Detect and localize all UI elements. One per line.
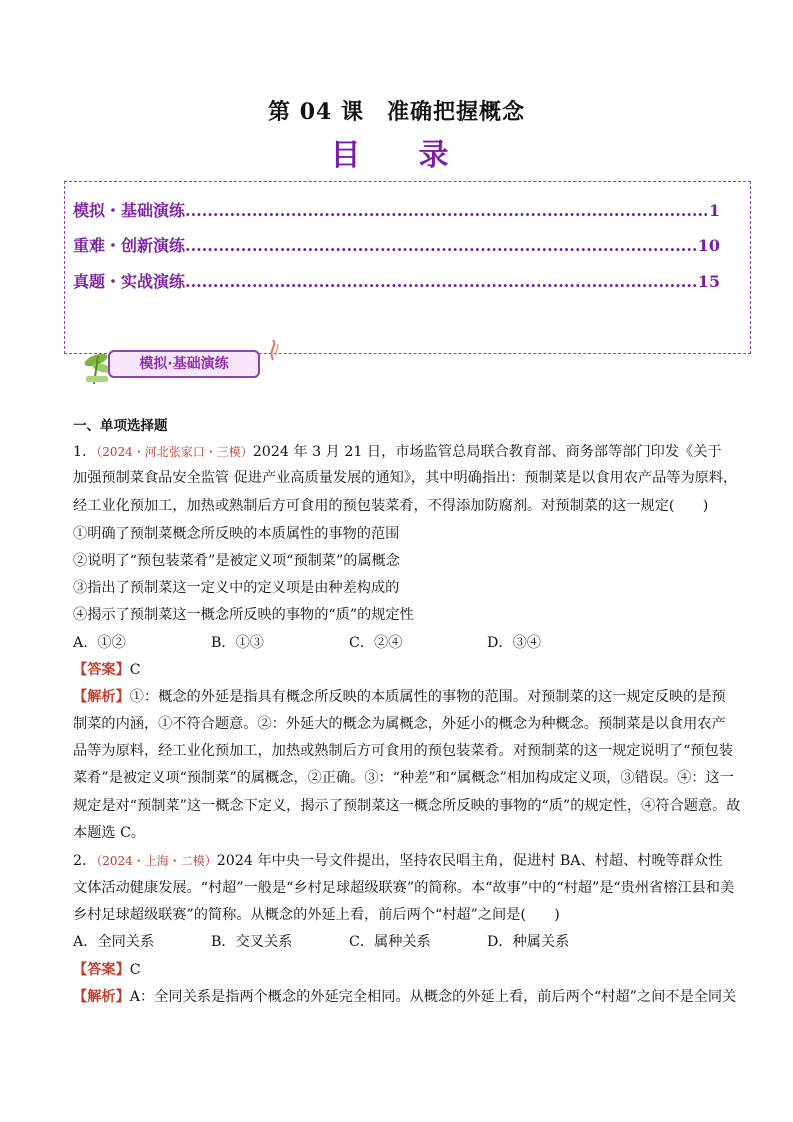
badge-label: 模拟·基础演练 bbox=[108, 350, 260, 378]
q2-options bbox=[73, 932, 725, 952]
question-source: （2024・上海・二模） bbox=[96, 854, 217, 868]
q1-analysis-line: 规定是对“预制菜”这一概念下定义，揭示了预制菜这一概念所反映的事物的“质”的规定性，④符合题意。故 bbox=[73, 798, 741, 814]
option-b[interactable]: B．①③ bbox=[211, 635, 264, 651]
option-c[interactable]: C．②④ bbox=[349, 635, 403, 651]
q2-stem-line bbox=[73, 851, 725, 871]
q2-stem-line: 乡村足球超级联赛”的简称。从概念的外延上看，前后两个“村超”之间是( ) bbox=[73, 907, 560, 923]
q1-item: ①明确了预制菜概念所反映的本质属性的事物的范围 bbox=[73, 526, 400, 542]
page-title: 第 04 课 准确把握概念 bbox=[268, 99, 525, 125]
question-number: 1． bbox=[73, 444, 97, 460]
toc-leader-dots bbox=[185, 236, 696, 255]
question-text: 2024 年中央一号文件提出，坚持农民唱主角，促进村 BA、村超、村晚等群众性 bbox=[216, 853, 723, 869]
toc-item-page: 10 bbox=[697, 236, 720, 255]
option-a[interactable]: A．全同关系 bbox=[73, 934, 155, 950]
q1-analysis-line: 本题选 C。 bbox=[73, 825, 146, 841]
option-b[interactable]: B．交叉关系 bbox=[211, 934, 293, 950]
answer-tag: 【答案】 bbox=[73, 662, 130, 678]
q1-stem-line: 经工业化预加工，加热或熟制后方可食用的预包装菜肴，不得添加防腐剂。对预制菜的这一规定( ) bbox=[73, 498, 709, 514]
q1-analysis-line: 菜肴”是被定义项“预制菜”的属概念，②正确。③：“种差”和“属概念”相加构成定义项，③错误。④：这一 bbox=[73, 770, 734, 786]
q1-options bbox=[73, 633, 725, 653]
q2-answer bbox=[73, 960, 725, 980]
q1-answer bbox=[73, 660, 725, 680]
answer-tag: 【答案】 bbox=[73, 962, 130, 978]
answer-value: C bbox=[129, 962, 141, 978]
toc-leader-dots bbox=[185, 201, 707, 220]
q1-analysis-line: 品等为原料，经工业化预加工，加热或熟制后方可食用的预包装菜肴。对预制菜的这一规定说明了“预包装 bbox=[73, 743, 733, 759]
q1-analysis-line: 制菜的内涵，①不符合题意。②：外延大的概念为属概念，外延小的概念为种概念。预制菜是以食用农产 bbox=[73, 716, 726, 732]
toc-heading: 目 录 bbox=[330, 138, 463, 173]
toc-item-label: 真题・实战演练 bbox=[73, 272, 186, 291]
question-source: （2024・河北张家口・三模） bbox=[96, 445, 253, 459]
analysis-tag: 【解析】 bbox=[73, 689, 130, 705]
q1-analysis-line bbox=[73, 687, 725, 707]
toc-item-basic[interactable] bbox=[73, 198, 720, 222]
option-c[interactable]: C．属种关系 bbox=[349, 934, 431, 950]
section-badge bbox=[80, 344, 270, 384]
toc-item-label: 模拟・基础演练 bbox=[73, 201, 186, 220]
toc-item-innovation[interactable] bbox=[73, 233, 720, 257]
q1-stem-line: 加强预制菜食品安全监管 促进产业高质量发展的通知》，其中明确指出：预制菜是以食用农产品等为原料， bbox=[73, 470, 738, 486]
q1-item: ②说明了“预包装菜肴”是被定义项“预制菜”的属概念 bbox=[73, 553, 400, 569]
q1-item: ③指出了预制菜这一定义中的定义项是由种差构成的 bbox=[73, 580, 400, 596]
analysis-text: A：全同关系是指两个概念的外延完全相同。从概念的外延上看，前后两个“村超”之间不是全同关 bbox=[129, 989, 737, 1005]
toc-item-real-exam[interactable] bbox=[73, 269, 720, 293]
analysis-tag: 【解析】 bbox=[73, 989, 130, 1005]
option-d[interactable]: D．种属关系 bbox=[487, 934, 570, 950]
flame-decoration-icon bbox=[264, 338, 282, 362]
q2-stem-line: 文体活动健康发展。“村超”一般是“乡村足球超级联赛”的简称。本“故事”中的“村超”是“贵州省榕江县和美 bbox=[73, 880, 735, 896]
section-heading: 一、单项选择题 bbox=[73, 418, 168, 434]
toc-item-page: 1 bbox=[708, 201, 720, 220]
answer-value: C bbox=[129, 662, 141, 678]
q1-item: ④揭示了预制菜这一概念所反映的事物的“质”的规定性 bbox=[73, 607, 414, 623]
question-number: 2． bbox=[73, 853, 97, 869]
table-of-contents bbox=[64, 181, 751, 354]
question-text: 2024 年 3 月 21 日，市场监管总局联合教育部、商务部等部门印发《关于 bbox=[252, 444, 722, 460]
option-a[interactable]: A．①② bbox=[73, 635, 126, 651]
toc-item-page: 15 bbox=[697, 272, 720, 291]
q2-analysis-line bbox=[73, 987, 737, 1007]
option-d[interactable]: D．③④ bbox=[487, 635, 541, 651]
toc-item-label: 重难・创新演练 bbox=[73, 236, 186, 255]
q1-stem-line bbox=[73, 442, 725, 462]
toc-leader-dots bbox=[185, 272, 696, 291]
analysis-text: ①：概念的外延是指具有概念所反映的本质属性的事物的范围。对预制菜的这一规定反映的是预 bbox=[129, 689, 726, 705]
